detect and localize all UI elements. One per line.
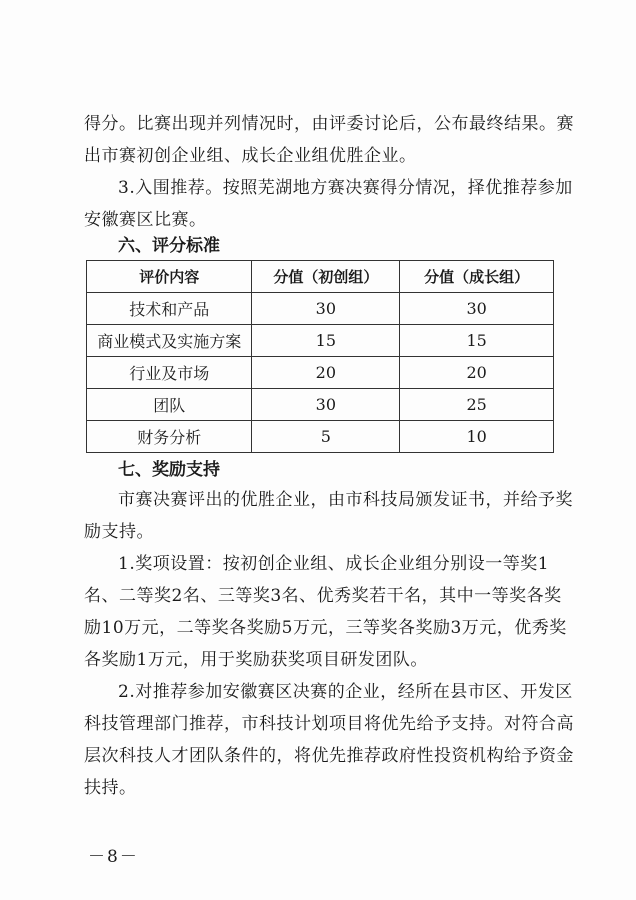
cell-startup-score: 5	[252, 421, 400, 453]
cell-growth-score: 10	[400, 421, 554, 453]
cell-startup-score: 30	[252, 293, 400, 325]
cell-criterion: 商业模式及实施方案	[87, 325, 252, 357]
cell-startup-score: 30	[252, 389, 400, 421]
cell-startup-score: 15	[252, 325, 400, 357]
header-growth-score: 分值（成长组）	[400, 261, 554, 293]
cell-growth-score: 20	[400, 357, 554, 389]
cell-criterion: 技术和产品	[87, 293, 252, 325]
cell-startup-score: 20	[252, 357, 400, 389]
cell-criterion: 团队	[87, 389, 252, 421]
scoring-table	[86, 260, 554, 453]
cell-criterion: 财务分析	[87, 421, 252, 453]
table-row	[87, 357, 554, 389]
heading-award-support: 七、奖励支持	[118, 460, 220, 480]
table-row	[87, 421, 554, 453]
cell-criterion: 行业及市场	[87, 357, 252, 389]
paragraph-results: 得分。比赛出现并列情况时，由评委讨论后，公布最终结果。赛出市赛初创企业组、成长企业组优胜企业。	[84, 114, 574, 166]
cell-growth-score: 25	[400, 389, 554, 421]
table-row	[87, 389, 554, 421]
paragraph-recommendation: 3.入围推荐。按照芜湖地方赛决赛得分情况，择优推荐参加安徽赛区比赛。	[84, 178, 573, 230]
cell-growth-score: 15	[400, 325, 554, 357]
page-number: －8－	[88, 847, 139, 867]
table-header-row	[87, 261, 554, 293]
header-evaluation-content: 评价内容	[87, 261, 252, 293]
cell-growth-score: 30	[400, 293, 554, 325]
heading-scoring-criteria: 六、评分标准	[118, 236, 220, 256]
table-row	[87, 293, 554, 325]
paragraph-award-settings: 1.奖项设置：按初创企业组、成长企业组分别设一等奖1名、二等奖2名、三等奖3名、优秀奖若干名，其中一等奖各奖励10万元，二等奖各奖励5万元，三等奖各奖励3万元，优秀奖各奖励1万元，用于奖励获奖项目研发团队。	[84, 554, 567, 670]
header-startup-score: 分值（初创组）	[252, 261, 400, 293]
paragraph-award-intro: 市赛决赛评出的优胜企业，由市科技局颁发证书，并给予奖励支持。	[84, 490, 573, 542]
table-row	[87, 325, 554, 357]
paragraph-recommend-support: 2.对推荐参加安徽赛区决赛的企业，经所在县市区、开发区科技管理部门推荐，市科技计划项目将优先给予支持。对符合高层次科技人才团队条件的，将优先推荐政府性投资机构给予资金扶持。	[84, 682, 574, 798]
